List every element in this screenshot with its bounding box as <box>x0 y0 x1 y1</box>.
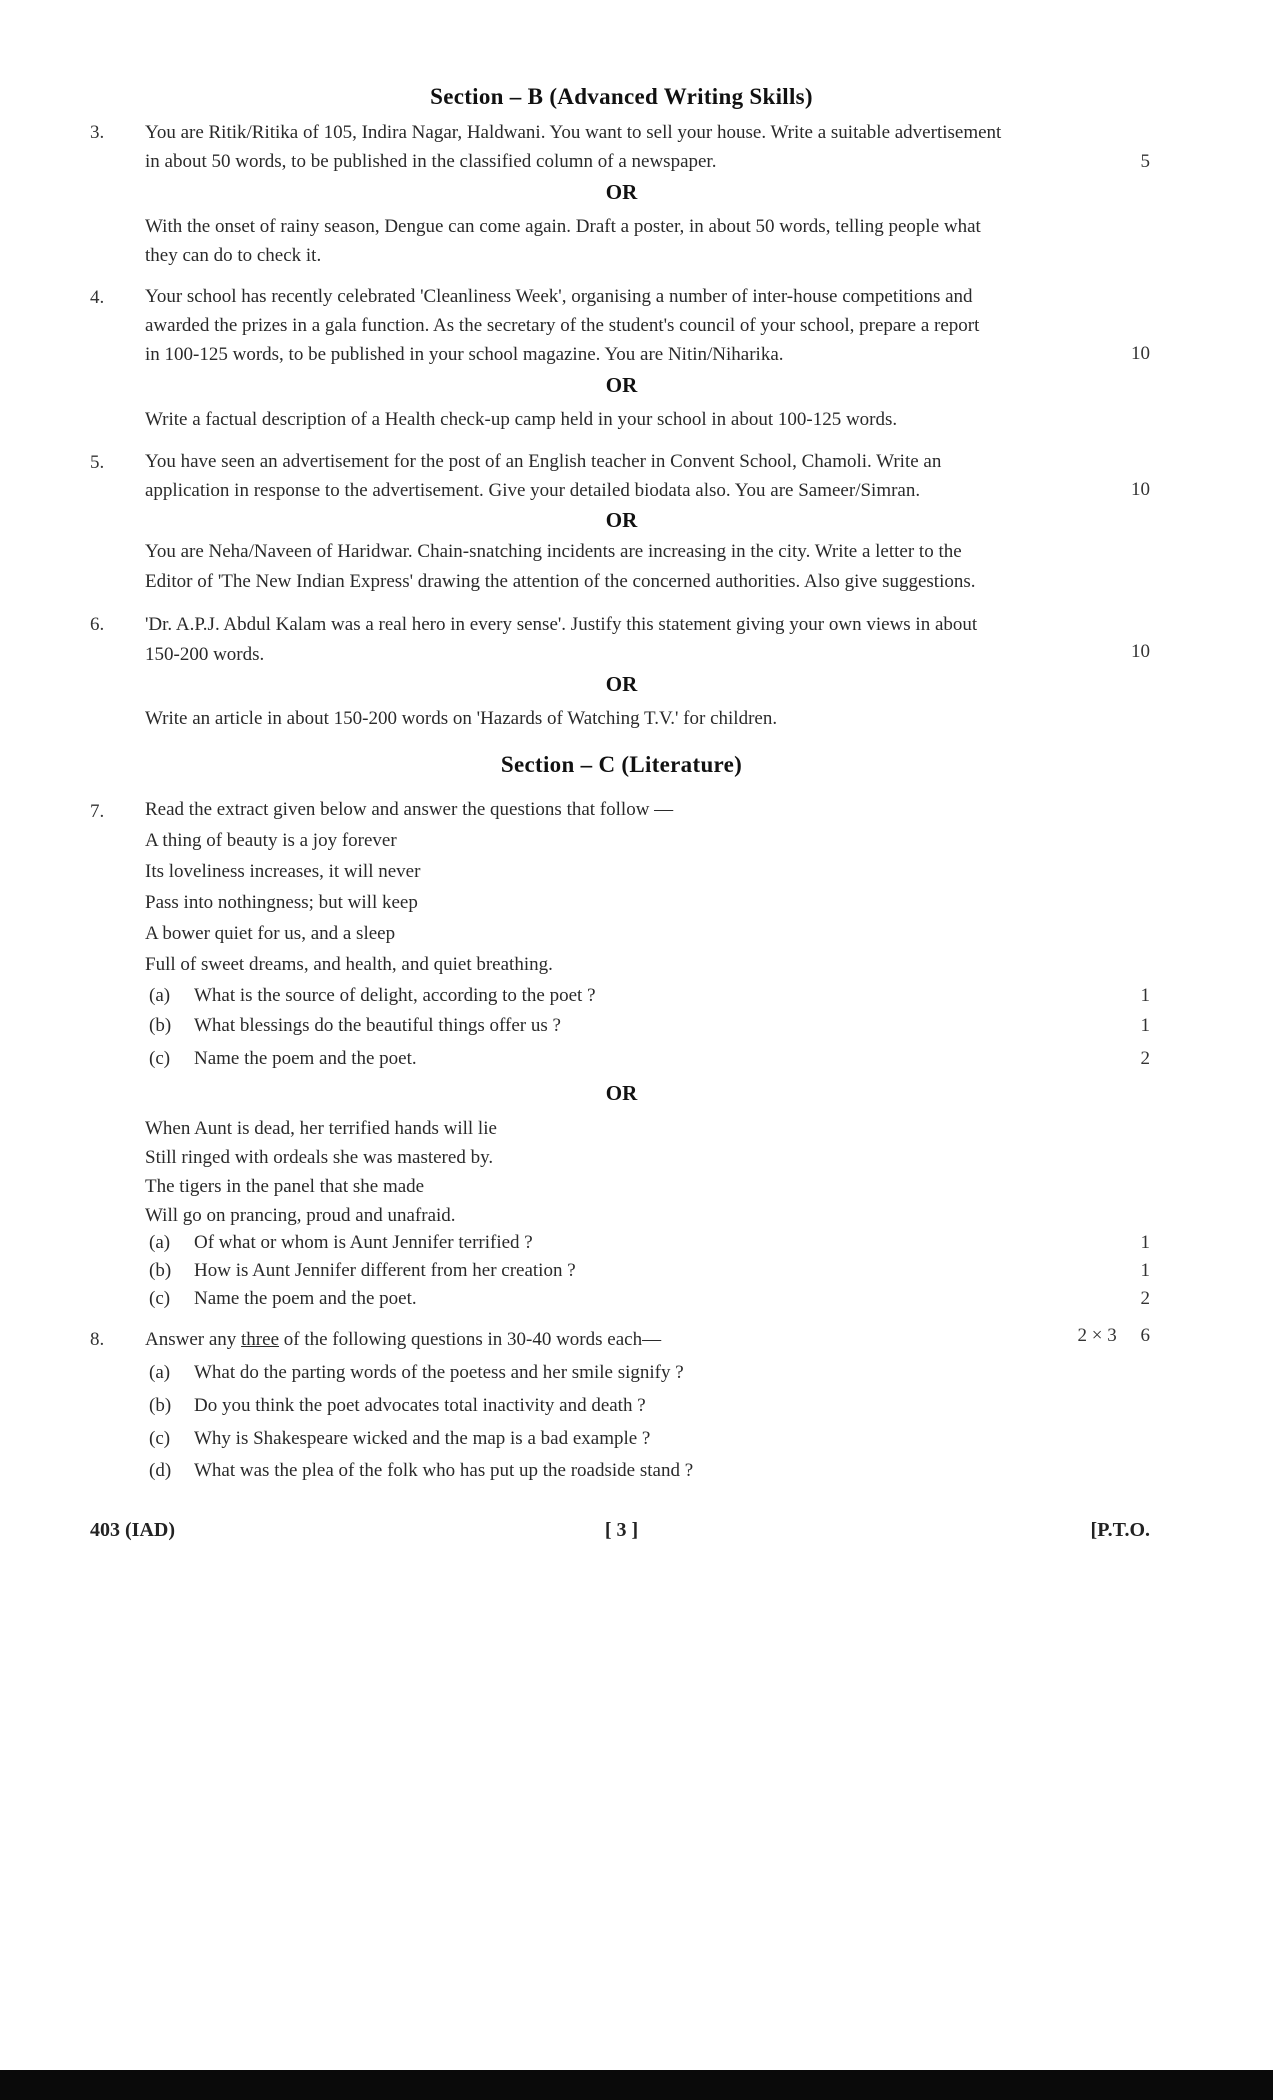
question-6-line-1: 'Dr. A.P.J. Abdul Kalam was a real hero in every sense'. Justify this statement giving your own views in about <box>145 614 978 635</box>
question-3-or: OR <box>605 180 638 204</box>
question-3-number: 3. <box>90 122 105 143</box>
page-number: [ 3 ] <box>604 1519 639 1541</box>
question-6-number: 6. <box>90 614 105 635</box>
question-3-alt-line-1: With the onset of rainy season, Dengue can come again. Draft a poster, in about 50 words, telling people what <box>145 216 981 237</box>
sub-text: What blessings do the beautiful things offer us ? <box>194 1015 561 1036</box>
sub-label: (a) <box>149 1362 171 1383</box>
question-5-number: 5. <box>90 452 105 473</box>
question-7-intro: Read the extract given below and answer the questions that follow — <box>145 799 674 820</box>
sub-marks: 1 <box>1140 1260 1150 1281</box>
question-8-sub-b <box>149 1395 646 1417</box>
question-7-alt-sub-a <box>149 1232 533 1254</box>
please-turn-over: [P.T.O. <box>1090 1519 1150 1541</box>
question-7-sub-a <box>149 985 596 1007</box>
question-3-alt-line-2: they can do to check it. <box>145 245 322 266</box>
question-8-marks: 6 <box>1140 1325 1150 1346</box>
sub-marks: 2 <box>1140 1048 1150 1069</box>
question-6-marks: 10 <box>1131 641 1150 662</box>
question-5-line-2: application in response to the advertisement. Give your detailed biodata also. You are Sameer/Simran. <box>145 480 921 501</box>
question-4-or: OR <box>605 373 638 397</box>
question-8-marks-calc: 2 × 3 <box>1077 1325 1117 1346</box>
question-8-sub-d <box>149 1460 693 1482</box>
sub-text: Name the poem and the poet. <box>194 1048 417 1069</box>
poem-line: A thing of beauty is a joy forever <box>145 830 397 851</box>
question-4-line-2: awarded the prizes in a gala function. As the secretary of the student's council of your school, prepare a report <box>145 315 980 336</box>
paper-code: 403 (IAD) <box>90 1519 175 1541</box>
question-3-marks: 5 <box>1140 151 1150 172</box>
poem-line: Its loveliness increases, it will never <box>145 861 421 882</box>
poem-line: A bower quiet for us, and a sleep <box>145 923 396 944</box>
question-5-or: OR <box>605 508 638 532</box>
question-8-sub-c <box>149 1428 650 1450</box>
sub-label: (a) <box>149 985 171 1006</box>
question-5-alt-line-1: You are Neha/Naveen of Haridwar. Chain-snatching incidents are increasing in the city. Write a letter to the <box>145 541 962 562</box>
sub-text: Name the poem and the poet. <box>194 1288 417 1309</box>
question-7-number: 7. <box>90 801 105 822</box>
question-7-alt-sub-c <box>149 1288 417 1310</box>
sub-marks: 1 <box>1140 985 1150 1006</box>
intro-post: of the following questions in 30-40 words each— <box>279 1329 662 1350</box>
intro-pre: Answer any <box>145 1329 242 1350</box>
question-8-sub-a <box>149 1362 684 1384</box>
question-5-marks: 10 <box>1131 479 1150 500</box>
sub-text: What do the parting words of the poetess and her smile signify ? <box>194 1362 684 1383</box>
question-7-or: OR <box>605 1081 638 1105</box>
sub-marks: 1 <box>1140 1015 1150 1036</box>
question-8-intro <box>145 1325 1140 1354</box>
sub-label: (b) <box>149 1395 172 1416</box>
question-3-line-2: in about 50 words, to be published in the classified column of a newspaper. <box>145 151 717 172</box>
question-4-line-3: in 100-125 words, to be published in your school magazine. You are Nitin/Niharika. <box>145 344 784 365</box>
sub-text: Do you think the poet advocates total inactivity and death ? <box>194 1395 646 1416</box>
intro-underlined: three <box>241 1329 280 1350</box>
sub-marks: 1 <box>1140 1232 1150 1253</box>
sub-label: (b) <box>149 1260 172 1281</box>
scan-edge-bar <box>0 2070 1273 2100</box>
alt-poem-line: The tigers in the panel that she made <box>145 1176 425 1197</box>
sub-label: (c) <box>149 1428 171 1449</box>
question-5-line-1: You have seen an advertisement for the post of an English teacher in Convent School, Chamoli. Write an <box>145 451 942 472</box>
question-5-alt-line-2: Editor of 'The New Indian Express' drawing the attention of the concerned authorities. Also give suggestions. <box>145 571 976 592</box>
alt-poem-line: Will go on prancing, proud and unafraid. <box>145 1205 456 1226</box>
sub-label: (c) <box>149 1048 171 1069</box>
question-7-sub-c <box>149 1048 417 1070</box>
section-c-heading: Section – C (Literature) <box>500 752 743 777</box>
question-6-line-2: 150-200 words. <box>145 644 265 665</box>
sub-text: What is the source of delight, according to the poet ? <box>194 985 596 1006</box>
alt-poem-line: Still ringed with ordeals she was mastered by. <box>145 1147 494 1168</box>
sub-text: How is Aunt Jennifer different from her creation ? <box>194 1260 576 1281</box>
question-4-line-1: Your school has recently celebrated 'Cleanliness Week', organising a number of inter-house competitions and <box>145 286 973 307</box>
question-3-line-1: You are Ritik/Ritika of 105, Indira Nagar, Haldwani. You want to sell your house. Write a suitable advertisement <box>145 122 1002 143</box>
poem-line: Full of sweet dreams, and health, and quiet breathing. <box>145 954 553 975</box>
question-4-alt-line-1: Write a factual description of a Health check-up camp held in your school in about 100-125 words. <box>145 409 898 430</box>
poem-line: Pass into nothingness; but will keep <box>145 892 418 913</box>
sub-label: (b) <box>149 1015 172 1036</box>
question-4-number: 4. <box>90 287 105 308</box>
sub-text: Why is Shakespeare wicked and the map is a bad example ? <box>194 1428 651 1449</box>
sub-marks: 2 <box>1140 1288 1150 1309</box>
alt-poem-line: When Aunt is dead, her terrified hands will lie <box>145 1118 497 1139</box>
question-6-or: OR <box>605 672 638 696</box>
question-8-number: 8. <box>90 1329 105 1350</box>
sub-label: (d) <box>149 1460 172 1481</box>
section-b-heading: Section – B (Advanced Writing Skills) <box>430 84 813 109</box>
sub-label: (c) <box>149 1288 171 1309</box>
question-7-sub-b <box>149 1015 561 1037</box>
question-7-alt-sub-b <box>149 1260 576 1282</box>
sub-text: What was the plea of the folk who has put up the roadside stand ? <box>194 1460 694 1481</box>
question-8-marks-row <box>1078 1325 1150 1347</box>
question-4-marks: 10 <box>1131 343 1150 364</box>
sub-label: (a) <box>149 1232 171 1253</box>
sub-text: Of what or whom is Aunt Jennifer terrified ? <box>194 1232 533 1253</box>
question-6-alt-line-1: Write an article in about 150-200 words on 'Hazards of Watching T.V.' for children. <box>145 708 778 729</box>
